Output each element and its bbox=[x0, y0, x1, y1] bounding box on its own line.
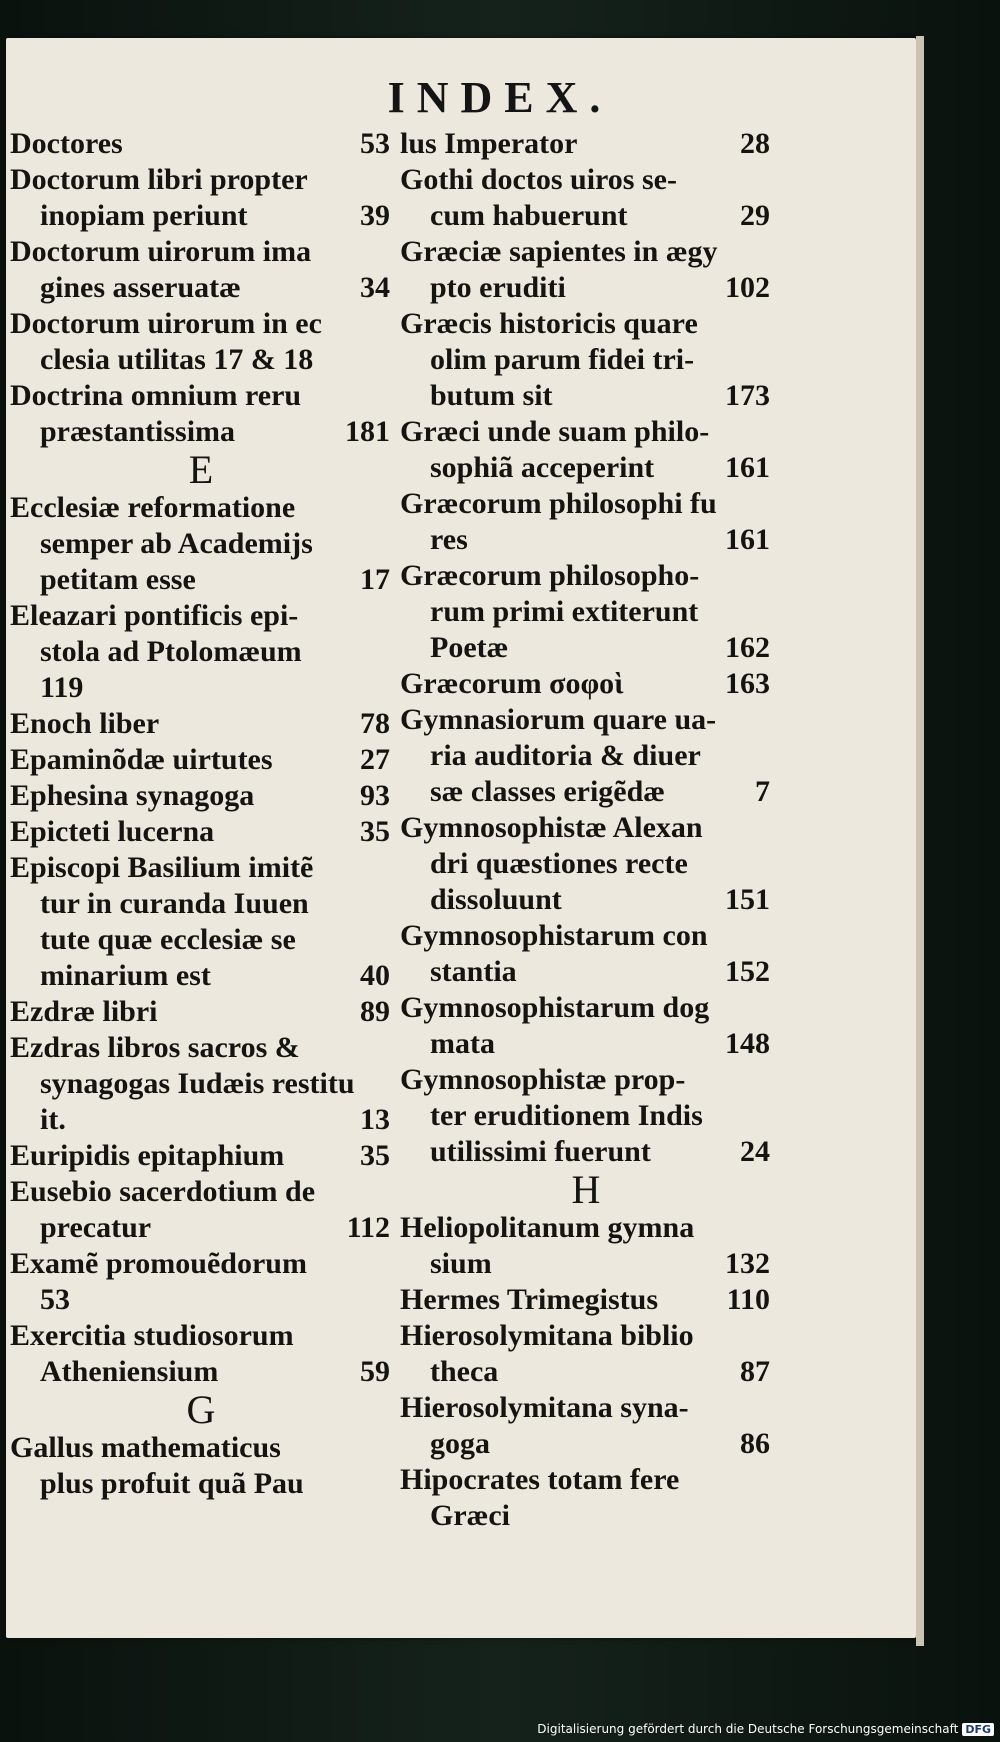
entry-continuation: sæ classes erigẽdæ bbox=[430, 775, 665, 808]
entry-continuation: stola ad Ptolomæum bbox=[40, 635, 302, 668]
entry-term: Græcorum philosophi fu bbox=[400, 487, 717, 520]
index-entry bbox=[400, 558, 772, 666]
entry-continuation: olim parum fidei tri- bbox=[430, 343, 695, 376]
index-entry bbox=[10, 378, 392, 450]
index-entry bbox=[10, 1138, 392, 1174]
entry-term: Ezdræ libri bbox=[10, 995, 158, 1028]
entry-term: Gymnosophistarum con bbox=[400, 919, 708, 952]
footer bbox=[537, 1722, 994, 1736]
entry-page-number: 110 bbox=[726, 1283, 770, 1316]
entry-term: Gymnosophistarum dog bbox=[400, 991, 710, 1024]
entry-page-number: 7 bbox=[755, 775, 770, 808]
entry-page-number: 29 bbox=[740, 199, 770, 232]
entry-page-number: 13 bbox=[360, 1103, 390, 1136]
entry-continuation: utilissimi fuerunt bbox=[430, 1135, 651, 1168]
entry-page-number: 148 bbox=[725, 1027, 770, 1060]
entry-continuation: cum habuerunt bbox=[430, 199, 628, 232]
index-entry bbox=[10, 1318, 392, 1390]
index-entry bbox=[400, 990, 772, 1062]
index-entry bbox=[10, 994, 392, 1030]
index-entry bbox=[400, 162, 772, 234]
index-entry bbox=[10, 1174, 392, 1246]
entry-continuation: ria auditoria & diuer bbox=[430, 739, 701, 772]
entry-term: Græciæ sapientes in ægy bbox=[400, 235, 718, 268]
entry-continuation: Græci bbox=[430, 1499, 510, 1532]
entry-continuation: goga bbox=[430, 1427, 490, 1460]
entry-term: Gymnosophistæ prop- bbox=[400, 1063, 686, 1096]
index-column-left bbox=[10, 126, 392, 1502]
entry-continuation: stantia bbox=[430, 955, 517, 988]
entry-page-number: 151 bbox=[725, 883, 770, 916]
entry-continuation: præstantissima bbox=[40, 415, 236, 448]
entry-term: Græcorum σοφοὶ bbox=[400, 667, 624, 700]
entry-page-number: 86 bbox=[740, 1427, 770, 1460]
entry-term: Doctores bbox=[10, 127, 123, 160]
index-entry bbox=[10, 1030, 392, 1138]
index-entry bbox=[10, 490, 392, 598]
section-letter: G bbox=[186, 1387, 216, 1432]
entry-term: Exercitia studiosorum bbox=[10, 1319, 294, 1352]
entry-continuation: sium bbox=[430, 1247, 492, 1280]
entry-page-number: 35 bbox=[360, 1139, 390, 1172]
entry-page-number: 152 bbox=[725, 955, 770, 988]
entry-term: Gymnosophistæ Alexan bbox=[400, 811, 703, 844]
entry-continuation: theca bbox=[430, 1355, 499, 1388]
index-entry bbox=[10, 814, 392, 850]
entry-page-number: 34 bbox=[360, 271, 390, 304]
index-entry bbox=[10, 1430, 392, 1502]
index-entry bbox=[400, 1210, 772, 1282]
entry-continuation: semper ab Academijs bbox=[40, 527, 313, 560]
entry-term: Gallus mathematicus bbox=[10, 1431, 281, 1464]
index-entry bbox=[400, 1390, 772, 1462]
entry-continuation: dissoluunt bbox=[430, 883, 562, 916]
index-entry bbox=[400, 1462, 772, 1534]
index-entry bbox=[400, 306, 772, 414]
index-entry bbox=[400, 1062, 772, 1170]
entry-continuation: synagogas Iudæis restitu bbox=[40, 1067, 355, 1100]
index-entry bbox=[400, 918, 772, 990]
entry-continuation: minarium est bbox=[40, 959, 211, 992]
entry-page-number: 93 bbox=[360, 779, 390, 812]
index-entry bbox=[400, 810, 772, 918]
entry-page-number: 162 bbox=[725, 631, 770, 664]
index-entry bbox=[400, 702, 772, 810]
entry-term: Ecclesiæ reformatione bbox=[10, 491, 296, 524]
index-entry bbox=[10, 706, 392, 742]
index-entry bbox=[400, 126, 772, 162]
entry-page-number: 28 bbox=[740, 127, 770, 160]
entry-term: Græcis historicis quare bbox=[400, 307, 698, 340]
section-letter: H bbox=[571, 1167, 601, 1212]
entry-term: Episcopi Basilium imitẽ bbox=[10, 851, 314, 884]
entry-continuation: inopiam periunt bbox=[40, 199, 248, 232]
index-entry bbox=[400, 234, 772, 306]
index-entry bbox=[10, 162, 392, 234]
entry-term: Examẽ promouẽdorum bbox=[10, 1247, 307, 1280]
footer-text: Digitalisierung gefördert durch die Deutsche Forschungsgemeinschaft bbox=[537, 1722, 959, 1736]
entry-page-number: 40 bbox=[360, 959, 390, 992]
entry-continuation: tur in curanda Iuuen bbox=[40, 887, 309, 920]
entry-continuation: Atheniensium bbox=[40, 1355, 219, 1388]
entry-term: Græci unde suam philo- bbox=[400, 415, 710, 448]
entry-page-number: 89 bbox=[360, 995, 390, 1028]
entry-continuation: tute quæ ecclesiæ se bbox=[40, 923, 296, 956]
entry-page-number: 27 bbox=[360, 743, 390, 776]
entry-term: Doctrina omnium reru bbox=[10, 379, 302, 412]
index-entry bbox=[10, 778, 392, 814]
entry-continuation: mata bbox=[430, 1027, 495, 1060]
entry-continuation: 119 bbox=[40, 671, 84, 704]
entry-term: Hierosolymitana biblio bbox=[400, 1319, 694, 1352]
entry-continuation: 53 bbox=[40, 1283, 70, 1316]
entry-page-number: 112 bbox=[346, 1211, 390, 1244]
index-column-right bbox=[400, 126, 772, 1534]
entry-term: Eusebio sacerdotium de bbox=[10, 1175, 316, 1208]
entry-continuation: petitam esse bbox=[40, 563, 196, 596]
entry-term: Eleazari pontificis epi- bbox=[10, 599, 299, 632]
entry-term: Epicteti lucerna bbox=[10, 815, 215, 848]
entry-page-number: 59 bbox=[360, 1355, 390, 1388]
entry-continuation: pto eruditi bbox=[430, 271, 566, 304]
entry-term: Gymnasiorum quare ua- bbox=[400, 703, 717, 736]
entry-page-number: 181 bbox=[345, 415, 390, 448]
entry-page-number: 161 bbox=[725, 523, 770, 556]
entry-term: Enoch liber bbox=[10, 707, 160, 740]
entry-term: Euripidis epitaphium bbox=[10, 1139, 285, 1172]
page-title: INDEX. bbox=[387, 73, 613, 122]
entry-term: Ephesina synagoga bbox=[10, 779, 255, 812]
entry-page-number: 161 bbox=[725, 451, 770, 484]
entry-continuation: butum sit bbox=[430, 379, 553, 412]
entry-continuation: dri quæstiones recte bbox=[430, 847, 688, 880]
entry-term: lus Imperator bbox=[400, 127, 578, 160]
entry-page-number: 132 bbox=[725, 1247, 770, 1280]
index-entry bbox=[10, 598, 392, 706]
entry-continuation: clesia utilitas 17 & 18 bbox=[40, 343, 314, 376]
entry-continuation: sophiã acceperint bbox=[430, 451, 655, 484]
index-entry bbox=[10, 234, 392, 306]
entry-term: Hierosolymitana syna- bbox=[400, 1391, 689, 1424]
entry-page-number: 35 bbox=[360, 815, 390, 848]
entry-term: Epaminõdæ uirtutes bbox=[10, 743, 273, 776]
index-entry bbox=[10, 306, 392, 378]
entry-term: Hermes Trimegistus bbox=[400, 1283, 659, 1316]
index-entry bbox=[400, 414, 772, 486]
section-letter: E bbox=[188, 447, 214, 492]
entry-page-number: 24 bbox=[740, 1135, 770, 1168]
index-entry bbox=[400, 486, 772, 558]
index-entry bbox=[10, 1246, 392, 1318]
entry-term: Gothi doctos uiros se- bbox=[400, 163, 677, 196]
entry-continuation: precatur bbox=[40, 1211, 152, 1244]
entry-continuation: it. bbox=[40, 1103, 66, 1136]
entry-continuation: ter eruditionem Indis bbox=[430, 1099, 703, 1132]
index-entry bbox=[10, 742, 392, 778]
entry-continuation: rum primi extiterunt bbox=[430, 595, 699, 628]
entry-term: Heliopolitanum gymna bbox=[400, 1211, 695, 1244]
entry-term: Doctorum libri propter bbox=[10, 163, 308, 196]
page-edge bbox=[916, 36, 924, 1646]
entry-term: Doctorum uirorum in ec bbox=[10, 307, 322, 340]
entry-page-number: 163 bbox=[725, 667, 770, 700]
entry-term: Doctorum uirorum ima bbox=[10, 235, 312, 268]
index-entry bbox=[400, 1318, 772, 1390]
entry-continuation: Poetæ bbox=[430, 631, 509, 664]
index-entry bbox=[400, 666, 772, 702]
entry-continuation: res bbox=[430, 523, 468, 556]
entry-page-number: 78 bbox=[360, 707, 390, 740]
entry-continuation: gines asseruatæ bbox=[40, 271, 241, 304]
entry-page-number: 87 bbox=[740, 1355, 770, 1388]
index-entry bbox=[10, 126, 392, 162]
entry-page-number: 173 bbox=[725, 379, 770, 412]
entry-page-number: 102 bbox=[725, 271, 770, 304]
index-entry bbox=[400, 1282, 772, 1318]
entry-continuation: plus profuit quã Pau bbox=[40, 1467, 304, 1500]
entry-term: Hipocrates totam fere bbox=[400, 1463, 680, 1496]
dfg-logo: DFG bbox=[962, 1723, 994, 1736]
entry-page-number: 39 bbox=[360, 199, 390, 232]
entry-page-number: 17 bbox=[360, 563, 390, 596]
entry-term: Græcorum philosopho- bbox=[400, 559, 700, 592]
entry-term: Ezdras libros sacros & bbox=[10, 1031, 300, 1064]
entry-page-number: 53 bbox=[360, 127, 390, 160]
index-entry bbox=[10, 850, 392, 994]
